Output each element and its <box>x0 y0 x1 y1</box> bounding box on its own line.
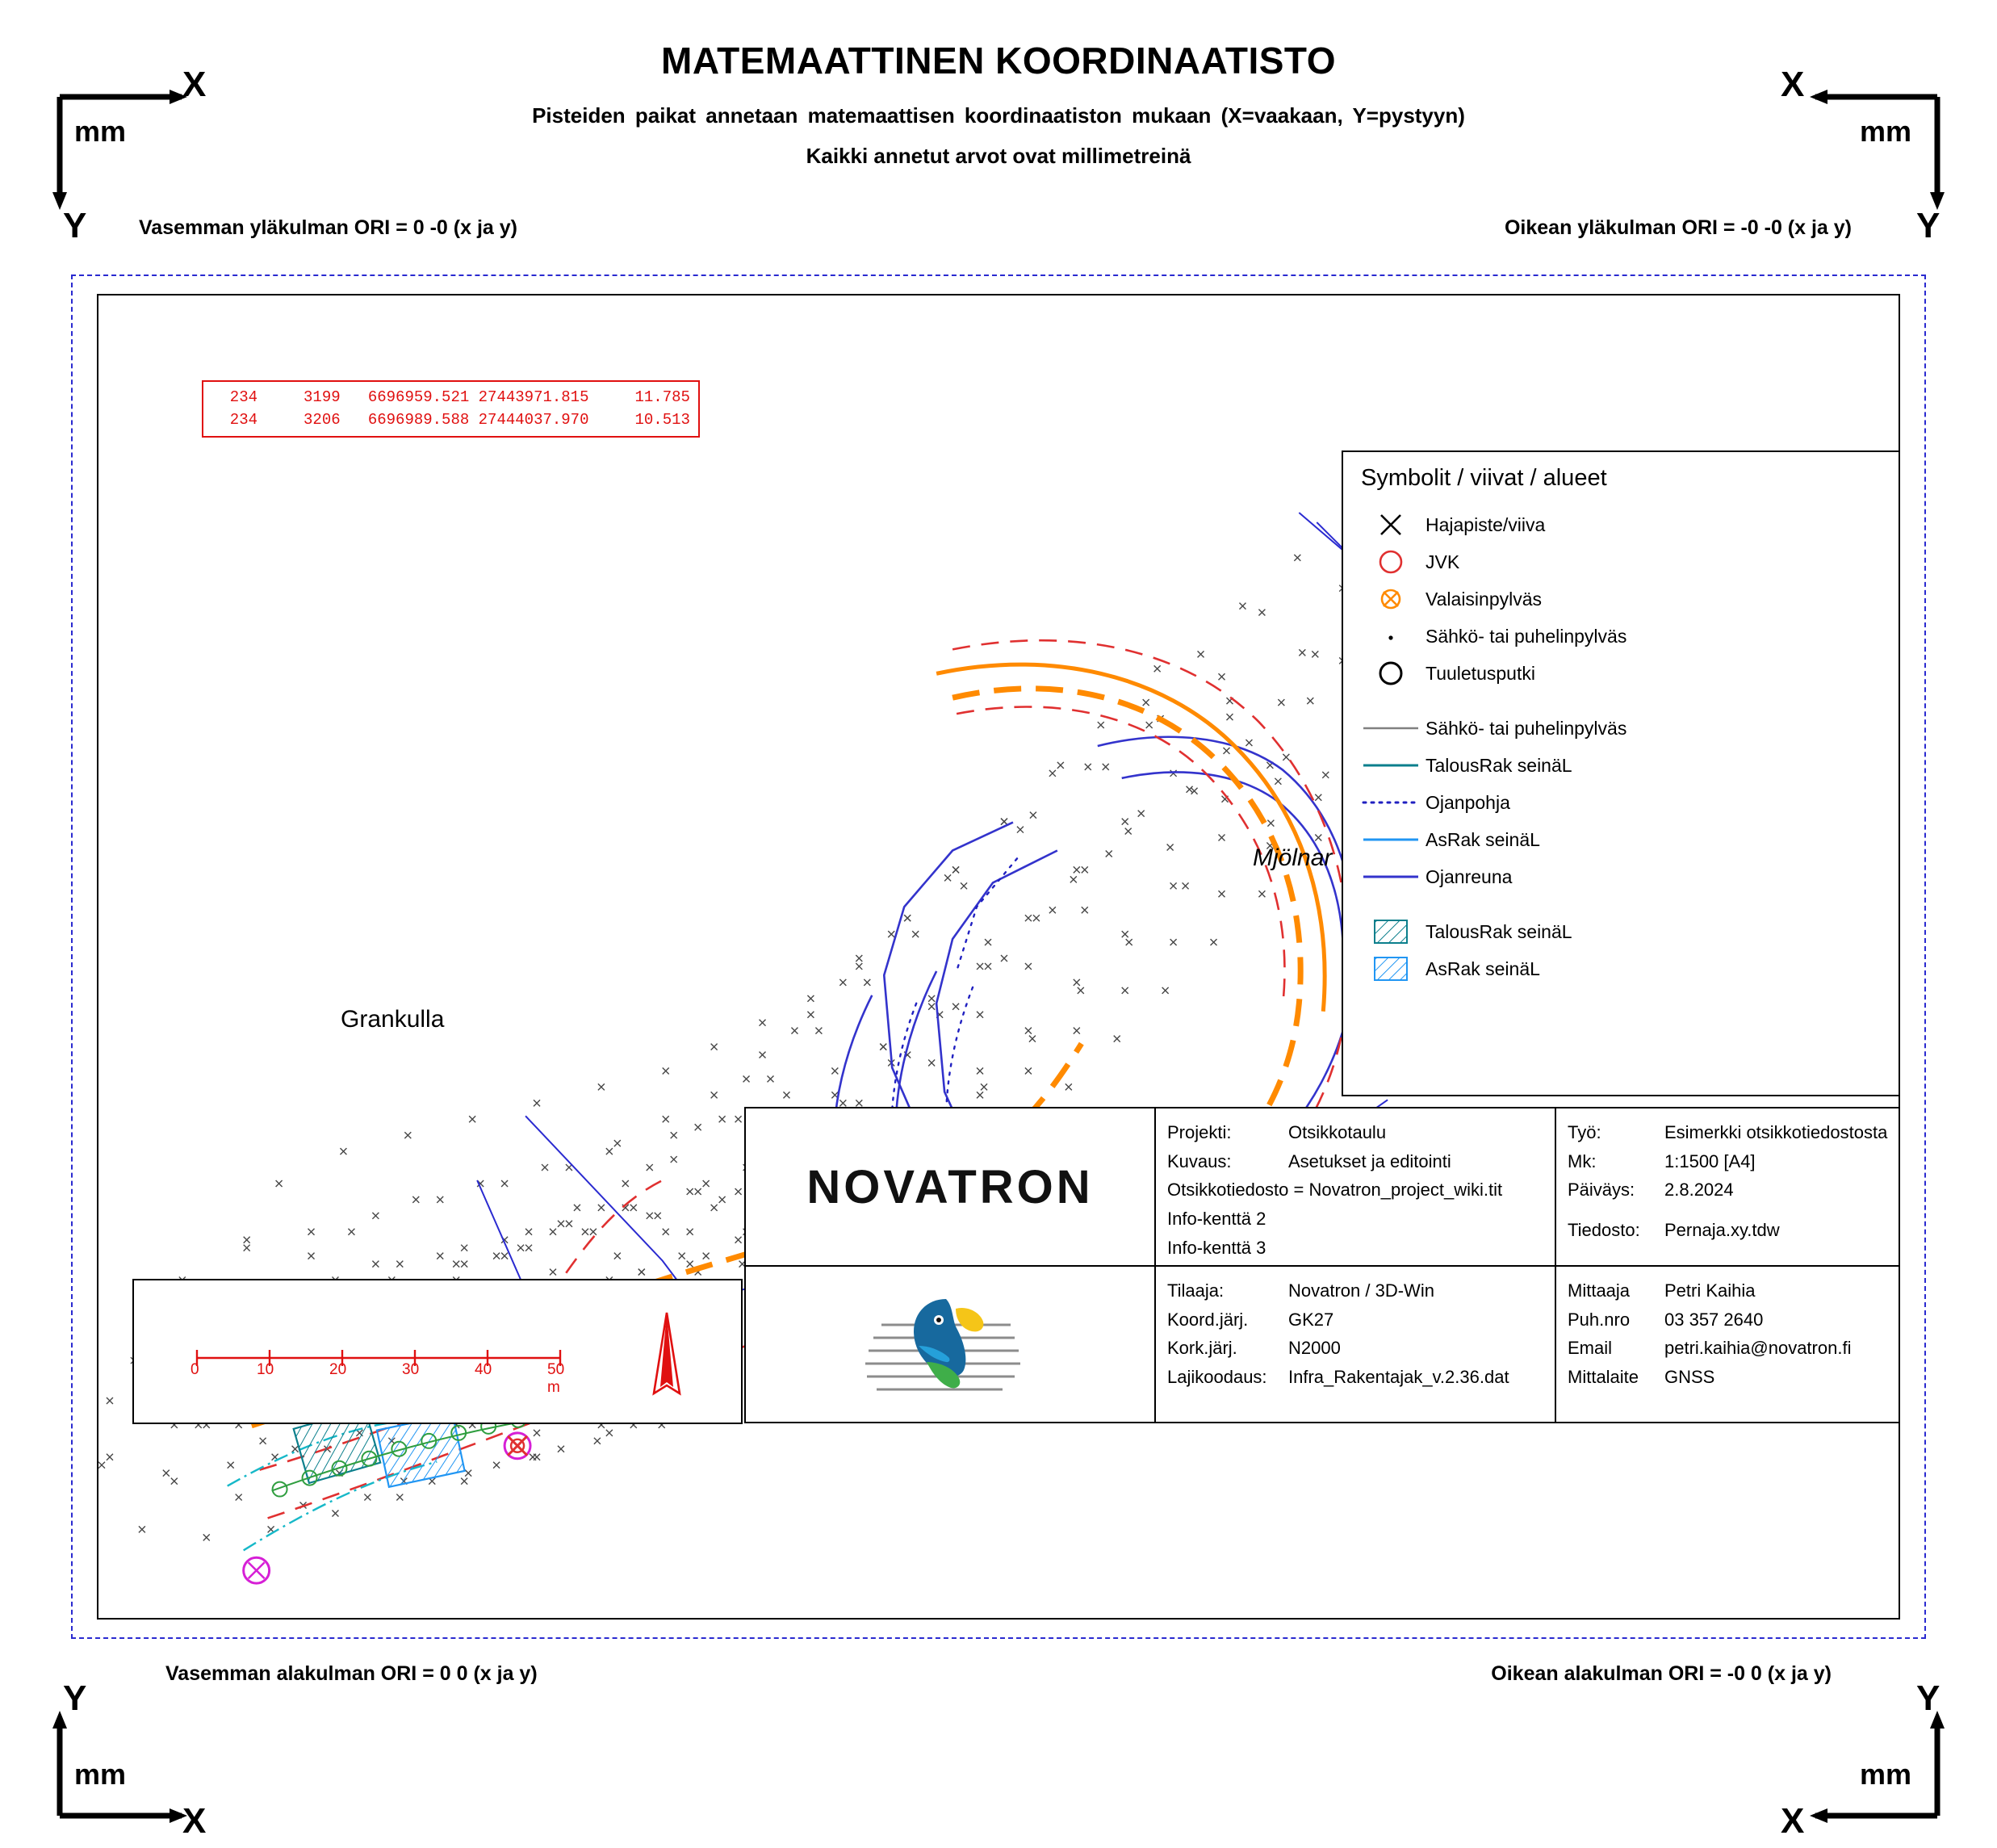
page-subtitle-1: Pisteiden paikat annetaan matemaattisen koordinaatiston mukaan (X=vaakaan, Y=pystyyn) <box>532 103 1465 128</box>
tuuletusputki-icon <box>1356 657 1426 689</box>
coordinate-line-1: 234 3199 6696959.521 27443971.815 11.785 <box>211 388 690 406</box>
work-row <box>1568 1118 1892 1147</box>
line-sahko-icon <box>1356 720 1426 736</box>
north-arrow-icon <box>654 1313 680 1393</box>
file-key: Tiedosto: <box>1568 1219 1640 1240</box>
axis-marker-top-right <box>1763 65 1949 245</box>
drawing-sheet-border <box>71 274 1926 1639</box>
heightsys-value: N2000 <box>1288 1338 1341 1359</box>
map-label-mjolnar: Mjölnar <box>1253 844 1333 871</box>
email-value: petri.kaihia@novatron.fi <box>1664 1338 1852 1359</box>
legend-label: Sähkö- tai puhelinpylväs <box>1426 625 1627 647</box>
drawing-area <box>97 294 1900 1620</box>
jvk-icon <box>1356 546 1426 578</box>
legend-item-jvk <box>1356 543 1888 580</box>
title-block-right-column <box>1556 1108 1900 1422</box>
axis-x-label: X <box>1781 1801 1805 1841</box>
project-key: Projekti: <box>1167 1122 1232 1142</box>
legend-item-tuuletusputki <box>1356 655 1888 692</box>
axis-y-label: Y <box>1916 206 1940 245</box>
client-key: Tilaaja: <box>1167 1280 1225 1301</box>
phone-row <box>1568 1305 1892 1335</box>
spacer-row <box>1568 1205 1892 1216</box>
axis-unit-label: mm <box>74 115 127 148</box>
client-info-cell <box>1156 1267 1555 1423</box>
scale-key: Mk: <box>1568 1150 1597 1171</box>
axis-y-label: Y <box>1916 1678 1940 1718</box>
titlefile-value: Otsikkotiedosto = Novatron_project_wiki.tit <box>1167 1180 1503 1201</box>
axis-marker-bottom-right <box>1763 1678 1949 1841</box>
sahko-puhelinpylvas-icon <box>1356 620 1426 652</box>
hajapiste-icon <box>1356 509 1426 541</box>
file-value: Pernaja.xy.tdw <box>1664 1219 1780 1240</box>
legend-line-ojanreuna <box>1356 858 1888 895</box>
codes-value: Infra_Rakentajak_v.2.36.dat <box>1288 1366 1509 1387</box>
ori-bottom-left-label: Vasemman alakulman ORI = 0 0 (x ja y) <box>165 1662 538 1685</box>
line-ojanpohja-icon <box>1356 794 1426 811</box>
axis-x-label: X <box>182 65 207 104</box>
coordsys-value: GK27 <box>1288 1309 1334 1330</box>
info3-row <box>1167 1234 1543 1263</box>
legend-divider-1 <box>1356 692 1888 710</box>
sheet-footer <box>0 1646 1997 1848</box>
description-row <box>1167 1147 1543 1176</box>
email-row <box>1568 1334 1892 1363</box>
axis-unit-label: mm <box>1860 115 1912 148</box>
legend-line-ojanpohja <box>1356 784 1888 821</box>
description-value: Asetukset ja editointi <box>1288 1150 1451 1171</box>
area-asrak-icon <box>1356 953 1426 985</box>
legend-area-talousrak <box>1356 913 1888 950</box>
axis-x-label: X <box>1781 65 1805 104</box>
road-edge <box>936 664 1325 1012</box>
valaisinpylvas-icon <box>1356 583 1426 615</box>
ori-top-right-label: Oikean yläkulman ORI = -0 -0 (x ja y) <box>1504 216 1852 239</box>
project-row <box>1167 1118 1543 1147</box>
info2-value: Info-kenttä 2 <box>1167 1208 1266 1229</box>
legend-label: TalousRak seinäL <box>1426 754 1572 776</box>
device-row <box>1568 1363 1892 1392</box>
axis-unit-label: mm <box>1860 1758 1912 1791</box>
surveyor-value: Petri Kaihia <box>1664 1280 1756 1301</box>
axis-x-label: X <box>182 1801 207 1841</box>
axis-unit-label: mm <box>74 1758 127 1791</box>
legend-label: Ojanpohja <box>1426 791 1510 813</box>
codes-row <box>1167 1363 1543 1392</box>
line-asrak-icon <box>1356 832 1426 848</box>
axis-marker-bottom-left <box>48 1678 234 1841</box>
ori-bottom-right-label: Oikean alakulman ORI = -0 0 (x ja y) <box>1491 1662 1832 1685</box>
legend-label: Valaisinpylväs <box>1426 588 1543 610</box>
axis-marker-top-left <box>48 65 234 245</box>
legend-label: Hajapiste/viiva <box>1426 513 1546 535</box>
ori-top-left-label: Vasemman yläkulman ORI = 0 -0 (x ja y) <box>139 216 517 239</box>
brand-logo <box>746 1108 1154 1267</box>
date-row <box>1568 1175 1892 1205</box>
title-block <box>744 1107 1900 1423</box>
titlefile-row <box>1167 1175 1543 1205</box>
legend-line-asrak <box>1356 821 1888 858</box>
heightsys-row <box>1167 1334 1543 1363</box>
coordsys-row <box>1167 1305 1543 1335</box>
coordsys-key: Koord.järj. <box>1167 1309 1249 1330</box>
phone-key: Puh.nro <box>1568 1309 1631 1330</box>
legend-label: Tuuletusputki <box>1426 662 1535 684</box>
legend-panel <box>1342 450 1900 1096</box>
legend-line-talousrak <box>1356 747 1888 784</box>
info3-value: Info-kenttä 3 <box>1167 1237 1266 1258</box>
date-key: Päiväys: <box>1568 1180 1635 1201</box>
surveyor-key: Mittaaja <box>1568 1280 1631 1301</box>
legend-title: Symbolit / viivat / alueet <box>1361 465 1607 491</box>
work-key: Työ: <box>1568 1122 1601 1142</box>
legend-label: Ojanreuna <box>1426 865 1513 887</box>
legend-label: Sähkö- tai puhelinpylväs <box>1426 717 1627 739</box>
device-key: Mittalaite <box>1568 1366 1639 1387</box>
client-row <box>1167 1276 1543 1305</box>
surveyor-info-cell <box>1556 1267 1900 1423</box>
scalebar-panel <box>132 1279 743 1424</box>
map-label-grankulla: Grankulla <box>341 1006 445 1033</box>
legend-area-asrak <box>1356 950 1888 987</box>
work-info-cell <box>1556 1108 1900 1267</box>
project-value: Otsikkotaulu <box>1288 1122 1387 1142</box>
legend-item-sahkopylvas <box>1356 618 1888 655</box>
phone-value: 03 357 2640 <box>1664 1309 1764 1330</box>
legend-label: AsRak seinäL <box>1426 828 1540 850</box>
legend-label: JVK <box>1426 551 1460 572</box>
legend-item-hajapiste <box>1356 506 1888 543</box>
device-value: GNSS <box>1664 1366 1715 1387</box>
scale-tick: 0 <box>190 1361 199 1378</box>
bird-logo <box>746 1267 1154 1423</box>
coordinate-line-2: 234 3206 6696989.588 27444037.970 10.513 <box>211 410 690 429</box>
date-value: 2.8.2024 <box>1664 1180 1734 1201</box>
info2-row <box>1167 1205 1543 1234</box>
project-info-cell <box>1156 1108 1555 1267</box>
scale-value: 1:1500 [A4] <box>1664 1150 1756 1171</box>
email-key: Email <box>1568 1338 1613 1359</box>
legend-item-valaisinpylvas <box>1356 580 1888 618</box>
scale-tick: 10 <box>257 1361 274 1378</box>
parrot-icon <box>849 1284 1051 1406</box>
page-title: MATEMAATTINEN KOORDINAATISTO <box>661 40 1336 82</box>
axis-y-label: Y <box>63 1678 87 1718</box>
scale-tick: 40 <box>475 1361 492 1378</box>
scale-row <box>1568 1147 1892 1176</box>
heightsys-key: Kork.järj. <box>1167 1338 1237 1359</box>
surveyor-row <box>1568 1276 1892 1305</box>
page-subtitle-2: Kaikki annetut arvot ovat millimetreinä <box>806 144 1191 168</box>
file-row <box>1568 1216 1892 1245</box>
line-talousrak-icon <box>1356 757 1426 773</box>
legend-label: TalousRak seinäL <box>1426 920 1572 942</box>
title-block-logo-column <box>746 1108 1156 1422</box>
legend-divider-2 <box>1356 895 1888 913</box>
line-ojanreuna-icon <box>1356 869 1426 885</box>
scale-tick: 20 <box>329 1361 347 1378</box>
description-key: Kuvaus: <box>1167 1150 1232 1171</box>
codes-key: Lajikoodaus: <box>1167 1366 1267 1387</box>
client-value: Novatron / 3D-Win <box>1288 1280 1434 1301</box>
scale-tick: 30 <box>402 1361 420 1378</box>
brand-wordmark: NOVATRON <box>806 1160 1094 1213</box>
legend-label: AsRak seinäL <box>1426 958 1540 979</box>
work-value: Esimerkki otsikkotiedostosta <box>1664 1122 1888 1142</box>
sheet-header <box>0 0 1997 266</box>
legend-line-sahko <box>1356 710 1888 747</box>
scalebar-graphic <box>134 1280 744 1426</box>
title-block-middle-column <box>1156 1108 1556 1422</box>
scale-tick: 50 m <box>547 1361 565 1396</box>
axis-y-label: Y <box>63 206 87 245</box>
area-talousrak-icon <box>1356 916 1426 948</box>
